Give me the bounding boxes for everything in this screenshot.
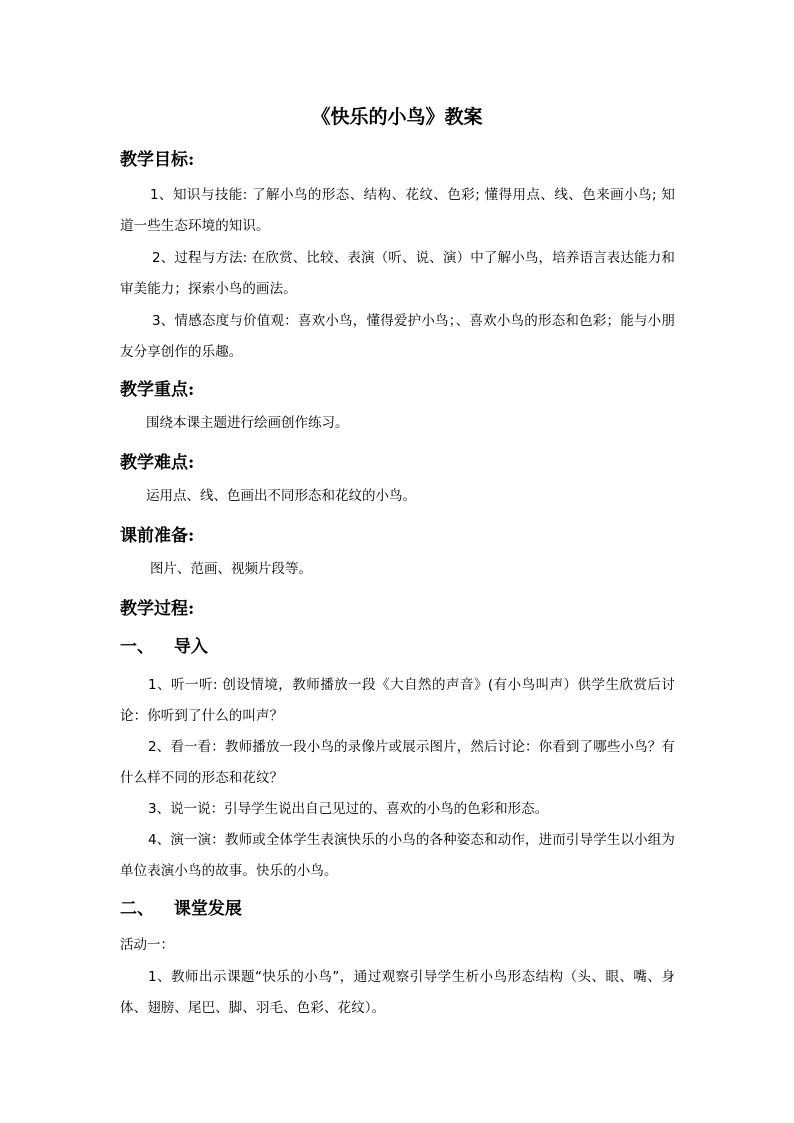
goal-item-1: 1、知识与技能: 了解小鸟的形态、结构、花纹、色彩; 懂得用点、线、色来画小鸟; 知道一些生态环境的知识。 [120, 187, 675, 234]
difficulties-text: 运用点、线、色画出不同形态和花纹的小鸟。 [146, 488, 416, 504]
intro-item-3: 3、说一说：引导学生说出自己见过的、喜欢的小鸟的色彩和形态。 [148, 801, 549, 817]
activity-label: 活动一： [120, 937, 174, 953]
preparation-text: 图片、范画、视频片段等。 [150, 561, 312, 577]
process-heading: 教学过程: [120, 599, 195, 619]
intro-item-1: 1、听一听: 创设情境，教师播放一段《大自然的声音》(有小鸟叫声）供学生欣赏后讨论：你听到了什么的叫声？ [120, 677, 675, 724]
difficulties-heading: 教学难点: [120, 453, 195, 473]
development-item-1: 1、教师出示课题“快乐的小鸟”，通过观察引导学生析小鸟形态结构（头、眼、嘴、身体、翅膀、尾巴、脚、羽毛、色彩、花纹）。 [120, 969, 675, 1016]
key-points-heading: 教学重点: [120, 380, 195, 400]
preparation-heading: 课前准备: [120, 526, 195, 546]
section-2-heading: 二、 课堂发展 [120, 899, 242, 919]
goal-item-2: 2、过程与方法: 在欣赏、比较、表演（听、说、演）中了解小鸟，培养语言表达能力和审美能力；探索小鸟的画法。 [120, 250, 675, 297]
section-1-heading: 一、 导入 [120, 637, 208, 657]
page-title: 《快乐的小鸟》教案 [311, 106, 483, 128]
intro-item-4: 4、演一演：教师或全体学生表演快乐的小鸟的各种姿态和动作，进而引导学生以小组为单位表演小鸟的故事。快乐的小鸟。 [120, 832, 675, 879]
goal-item-3: 3、情感态度与价值观：喜欢小鸟，懂得爱护小鸟；、喜欢小鸟的形态和色彩；能与小朋友分享创作的乐趣。 [120, 313, 675, 360]
goals-heading: 教学目标: [120, 150, 195, 170]
intro-item-2: 2、看一看：教师播放一段小鸟的录像片或展示图片，然后讨论：你看到了哪些小鸟？有什么样不同的形态和花纹？ [120, 739, 675, 786]
key-points-text: 围绕本课主题进行绘画创作练习。 [146, 415, 349, 431]
